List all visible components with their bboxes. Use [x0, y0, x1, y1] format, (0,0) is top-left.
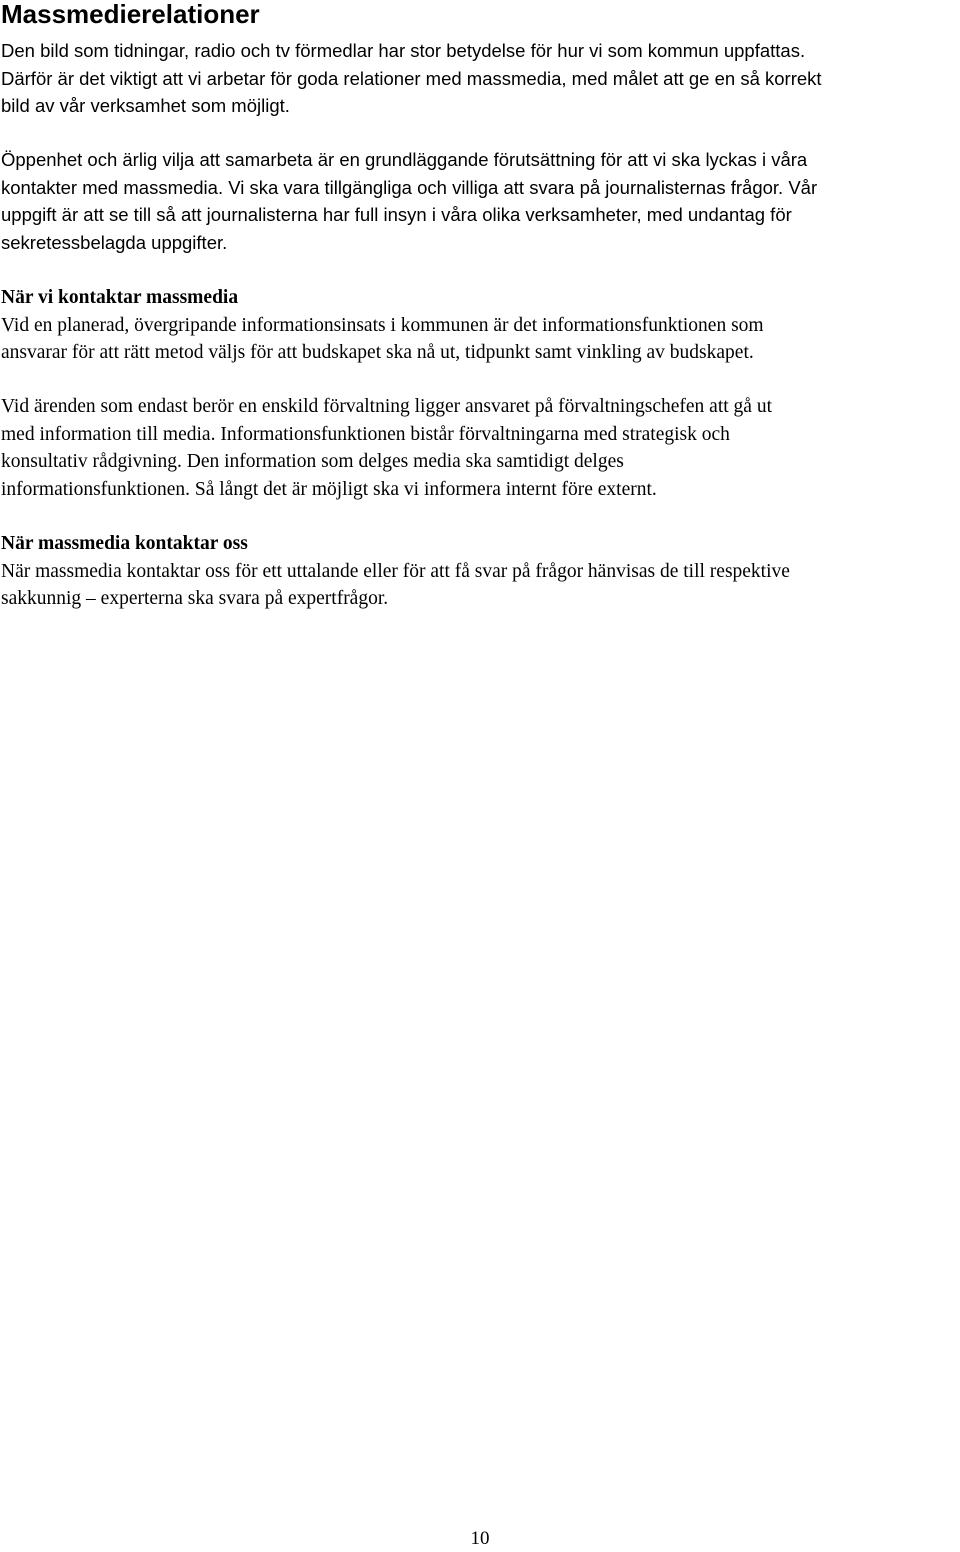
section-2-line: När massmedia kontaktar oss för ett uttalande eller för att få svar på frågor hänvisas de till respektive	[1, 560, 790, 582]
intro-line: Den bild som tidningar, radio och tv förmedlar har stor betydelse för hur vi som kommun uppfattas.	[1, 40, 806, 61]
section-2-line: sakkunnig – experterna ska svara på expertfrågor.	[1, 588, 389, 609]
section-1-line: informationsfunktionen. Så långt det är möjligt ska vi informera internt före externt.	[1, 478, 657, 500]
section-1-line: Vid ärenden som endast berör en enskild förvaltning ligger ansvaret på förvaltningschefen att gå ut	[1, 396, 772, 417]
page-number: 10	[470, 1528, 490, 1549]
section-heading-contacting-media: När vi kontaktar massmedia	[1, 287, 239, 308]
openness-line: kontakter med massmedia. Vi ska vara tillgängliga och villiga att svara på journalisternas frågor. Vår	[1, 176, 818, 198]
openness-paragraph	[1, 146, 960, 256]
intro-line: Därför är det viktigt att vi arbetar för goda relationer med massmedia, med målet att ge en så korrekt	[1, 67, 822, 89]
section-1-line: konsultativ rådgivning. Den information som delges media ska samtidigt delges	[1, 451, 624, 472]
section-1-line: ansvarar för att rätt metod väljs för att budskapet ska nå ut, tidpunkt samt vinkling av budskapet.	[1, 342, 754, 363]
section-2	[1, 530, 960, 613]
openness-line: Öppenhet och ärlig vilja att samarbeta är en grundläggande förutsättning för att vi ska lyckas i våra	[1, 149, 808, 170]
section-1	[1, 284, 960, 367]
openness-line: uppgift är att se till så att journalisterna har full insyn i våra olika verksamheter, med undantag för	[1, 204, 792, 225]
page-title: Massmedierelationer	[1, 0, 260, 29]
intro-paragraph	[1, 37, 960, 120]
section-1-line: med information till media. Informationsfunktionen bistår förvaltningarna med strategisk och	[1, 423, 730, 445]
intro-line: bild av vår verksamhet som möjligt.	[1, 95, 290, 116]
section-heading-media-contacting-us: När massmedia kontaktar oss	[1, 533, 248, 554]
openness-line: sekretessbelagda uppgifter.	[1, 231, 228, 253]
section-1-line: Vid en planerad, övergripande informationsinsats i kommunen är det informationsfunktionen som	[1, 314, 764, 336]
section-1-paragraph-2	[1, 393, 960, 503]
